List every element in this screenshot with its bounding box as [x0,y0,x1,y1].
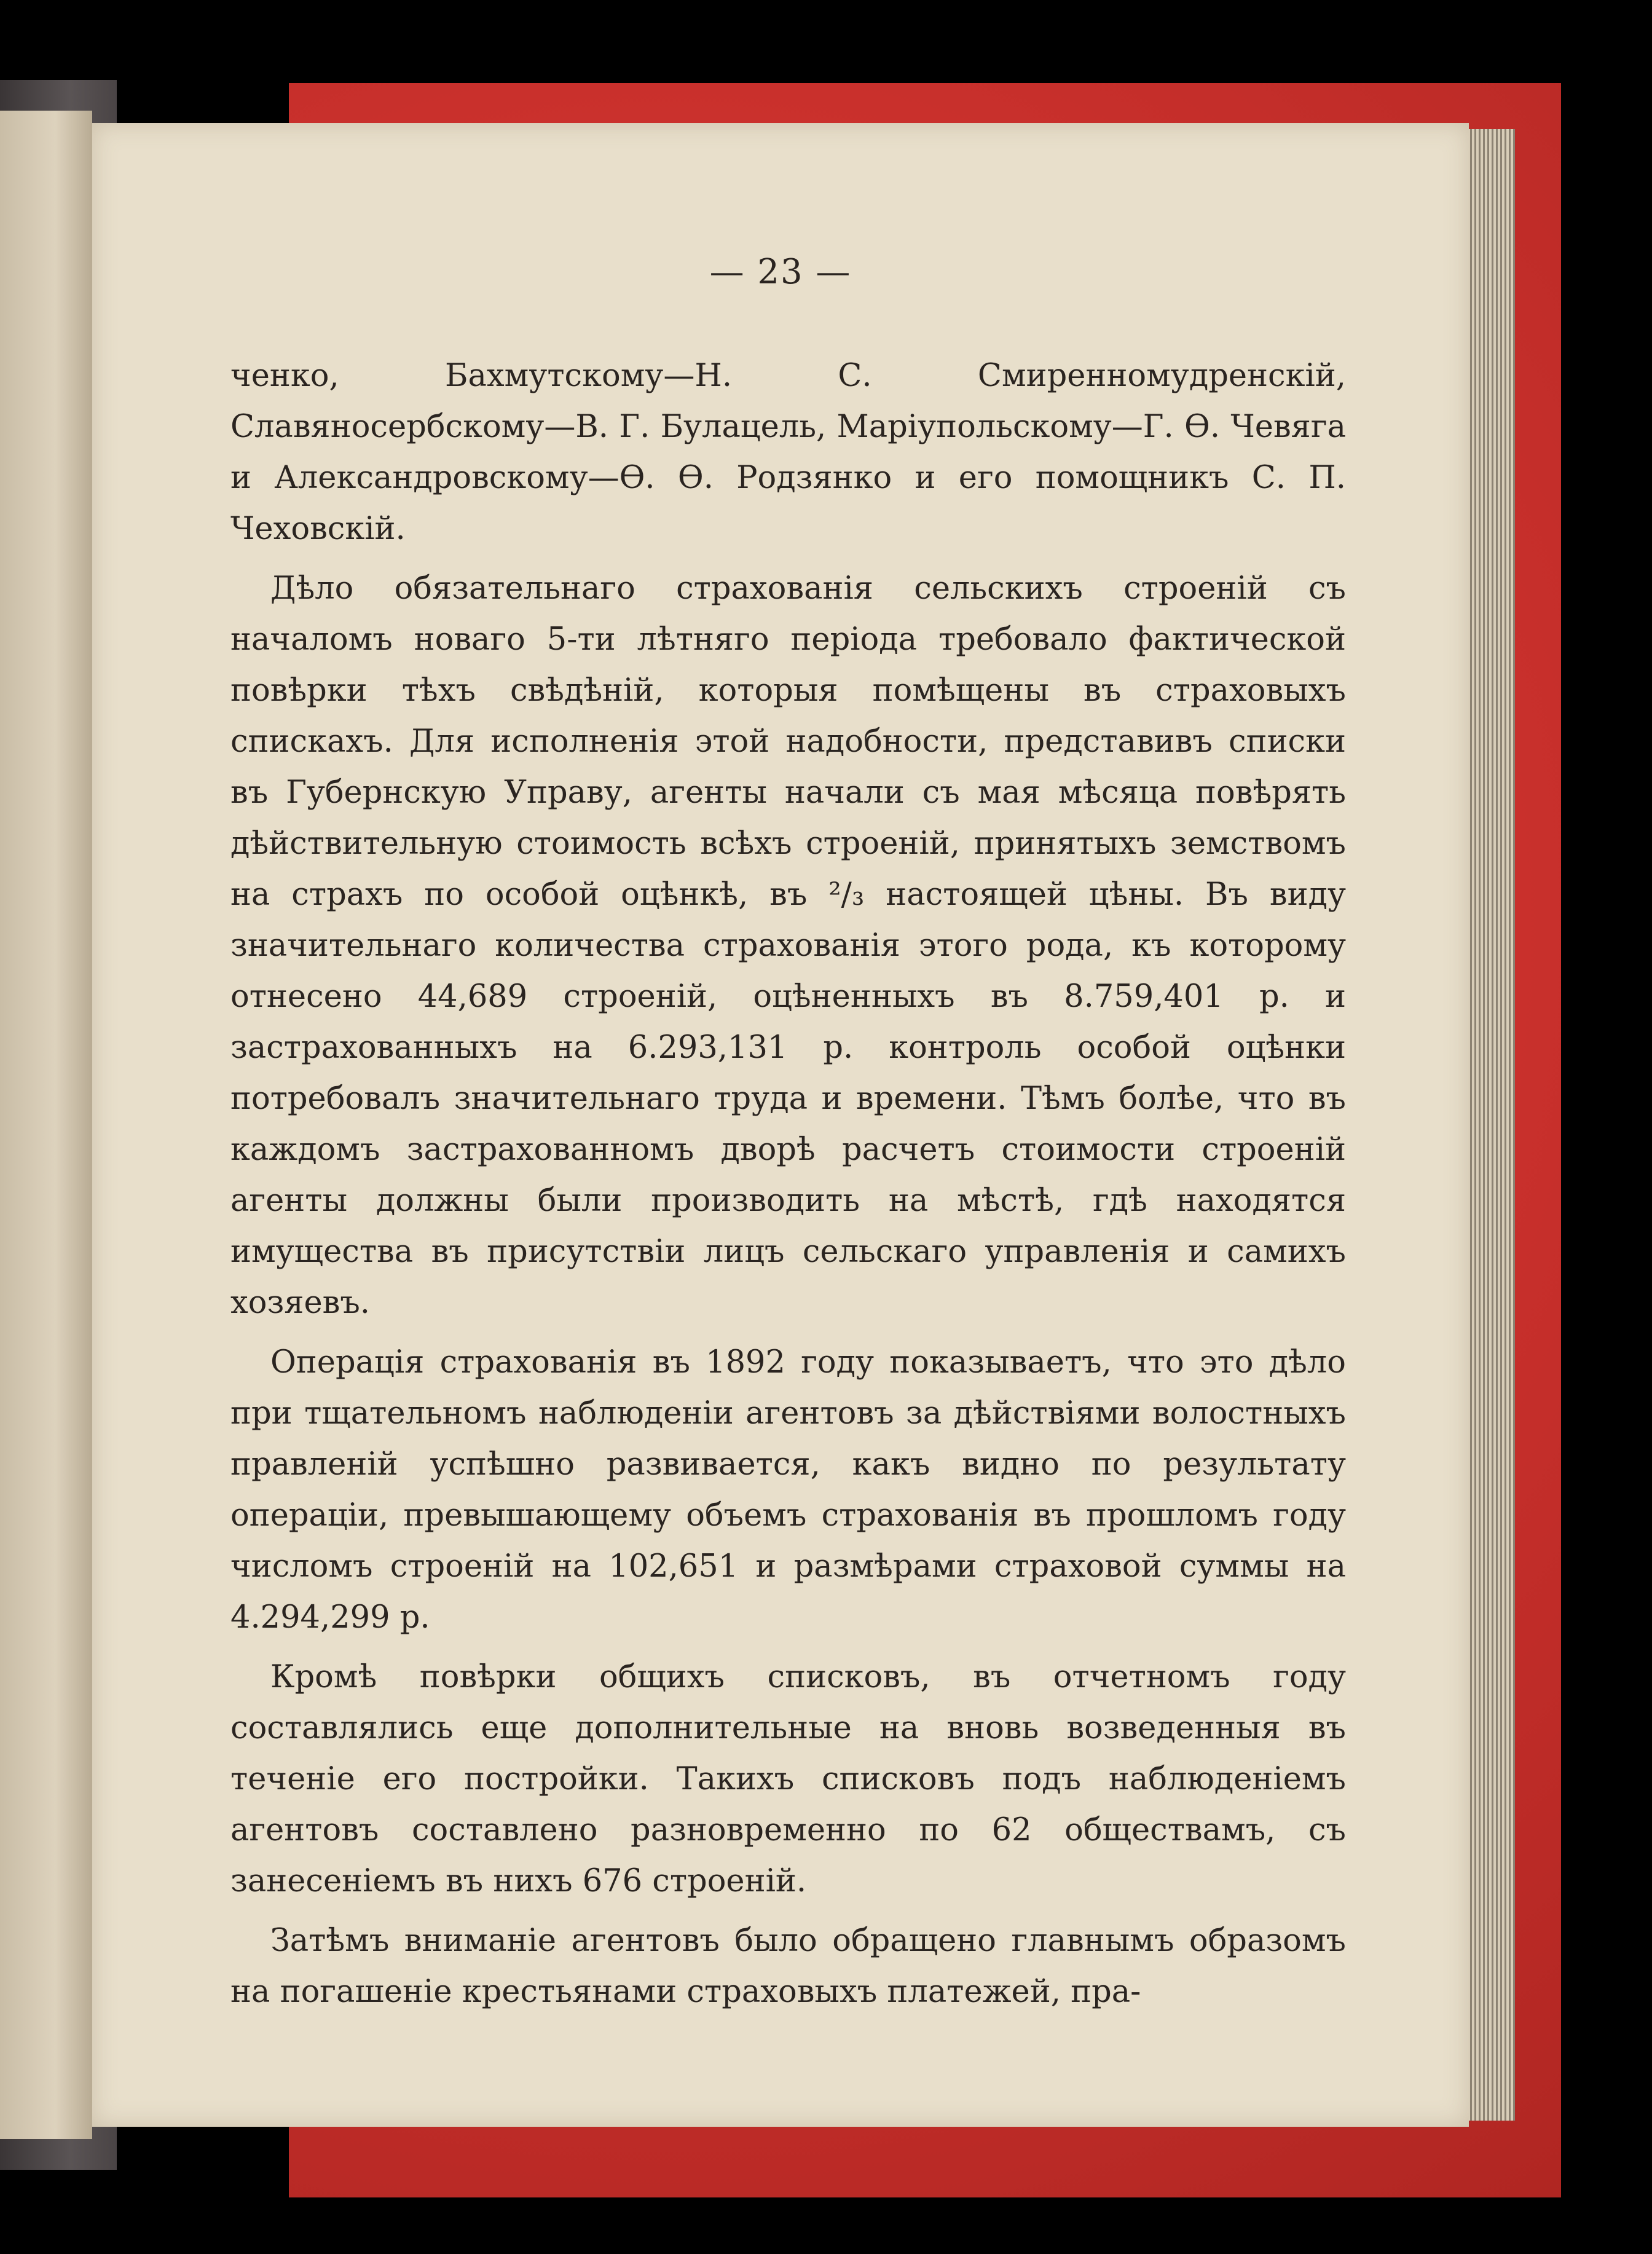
paragraph: Кромѣ повѣрки общихъ списковъ, въ отчетномъ году составлялись еще дополнительные на вновь возведенныя въ теченіе его постройки. Такихъ списковъ подъ наблюденіемъ агентовъ составлено разновременно по 62 обществамъ, съ занесеніемъ въ нихъ 676 строеній. [230,1659,1346,1899]
paragraph: Затѣмъ вниманіе агентовъ было обращено главнымъ образомъ на погашеніе крестьянами страховыхъ платежей, пра- [230,1923,1346,2010]
page-stack-edge [1466,129,1515,2121]
paragraph: Операція страхованія въ 1892 году показываетъ, что это дѣло при тщательномъ наблюденіи агентовъ за дѣйствіями волостныхъ правленій успѣшно развивается, какъ видно по результату операціи, превышающему объемъ страхованія въ прошломъ году числомъ строеній на 102,651 и размѣрами страховой суммы на 4.294,299 р. [230,1344,1346,1636]
paragraph: ченко, Бахмутскому—Н. С. Смиренномудренскій, Славяносербскому—В. Г. Булацель, Маріупольскому—Г. Ѳ. Чевяга и Александровскому—Ѳ. Ѳ. Родзянко и его помощникъ С. П. Чеховскій. [230,358,1346,547]
body-text [230,350,1346,2026]
page [92,123,1469,2127]
paragraph: Дѣло обязательнаго страхованія сельскихъ строеній съ началомъ новаго 5-ти лѣтняго періода требовало фактической повѣрки тѣхъ свѣдѣній, которыя помѣщены въ страховыхъ спискахъ. Для исполненія этой надобности, представивъ списки въ Губернскую Управу, агенты начали съ мая мѣсяца повѣрять дѣйствительную стоимость всѣхъ строеній, принятыхъ земствомъ на страхъ по особой оцѣнкѣ, въ ²/₃ настоящей цѣны. Въ виду значительнаго количества страхованія этого рода, къ которому отнесено 44,689 строеній, оцѣненныхъ въ 8.759,401 р. и застрахованныхъ на 6.293,131 р. контроль особой оцѣнки потребовалъ значительнаго труда и времени. Тѣмъ болѣе, что въ каждомъ застрахованномъ дворѣ расчетъ стоимости строеній агенты должны были производить на мѣстѣ, гдѣ находятся имущества въ присутствіи лицъ сельскаго управленія и самихъ хозяевъ. [230,570,1346,1321]
page-number: — 23 — [709,252,852,292]
left-page-edge [0,111,92,2139]
